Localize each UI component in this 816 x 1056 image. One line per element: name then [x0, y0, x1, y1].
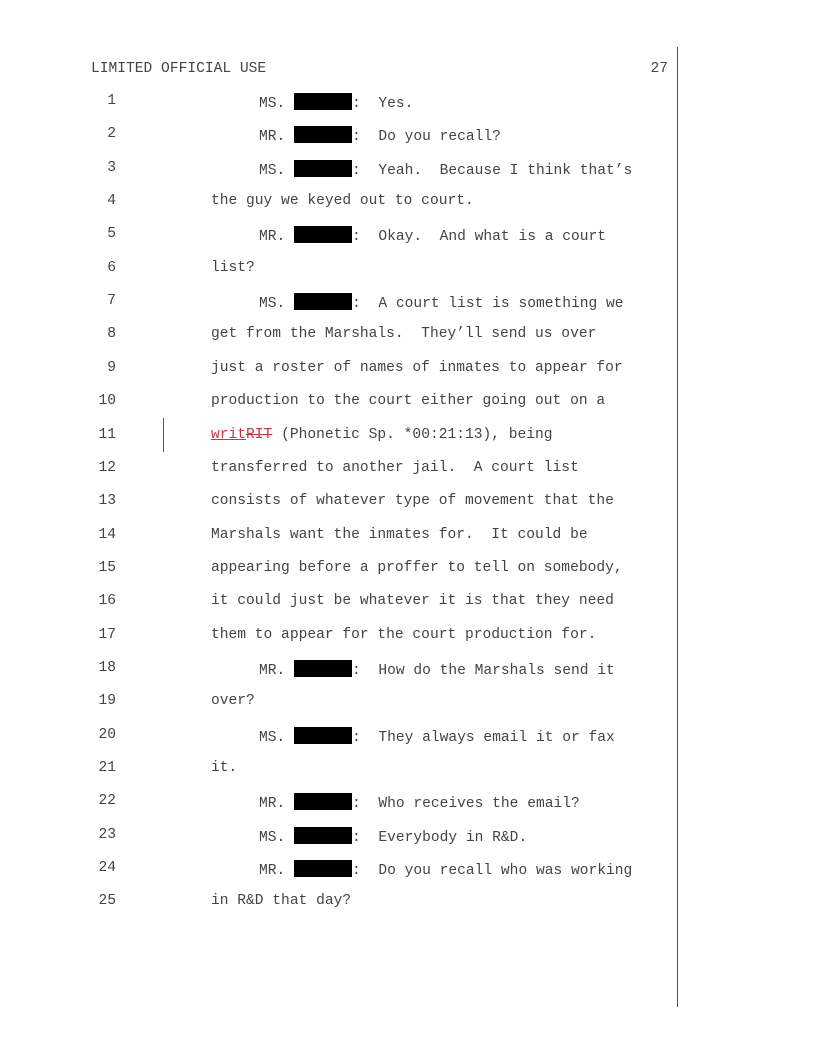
transcript-line [0, 660, 816, 682]
line-number: 15 [98, 559, 116, 576]
line-number: 24 [98, 860, 116, 877]
line-number: 11 [98, 426, 116, 443]
transcript-line [0, 360, 816, 382]
line-number: 3 [107, 159, 116, 176]
speech-text: : Okay. And what is a court [352, 229, 607, 246]
speech-text: : Do you recall who was working [352, 863, 633, 880]
speech-text: : Yes. [352, 96, 414, 112]
speaker-prefix: MR. [259, 863, 286, 880]
line-number: 13 [98, 493, 116, 510]
line-number: 12 [98, 459, 116, 476]
speaker-prefix: MR. [259, 129, 286, 146]
transcript-line [0, 326, 816, 348]
transcript-line [0, 627, 816, 649]
transcript-line [0, 193, 816, 215]
speaker-line [259, 293, 624, 312]
line-number: 4 [107, 193, 116, 210]
speaker-prefix: MS. [259, 729, 286, 746]
line-number: 17 [98, 626, 116, 643]
transcript-line [0, 493, 816, 515]
line-number: 23 [98, 826, 116, 843]
speaker-prefix: MS. [259, 96, 286, 112]
line-number: 8 [107, 326, 116, 343]
redacted-name [294, 660, 352, 677]
speaker-line [259, 226, 606, 245]
transcript-line [0, 593, 816, 615]
line-text: transferred to another jail. A court list [211, 459, 579, 476]
transcript-line [0, 293, 816, 315]
speaker-prefix: MR. [259, 229, 286, 246]
transcript-line [0, 393, 816, 415]
transcript-line [0, 760, 816, 782]
redacted-name [294, 160, 352, 177]
line-text: list? [211, 259, 255, 276]
transcript-line [0, 860, 816, 882]
line-number: 21 [98, 760, 116, 776]
line-text: in R&D that day? [211, 893, 352, 910]
transcript-line [0, 126, 816, 148]
line-number: 22 [98, 793, 116, 810]
redacted-name [294, 226, 352, 243]
speaker-line [259, 93, 413, 112]
speaker-line [259, 727, 615, 746]
line-number: 20 [98, 726, 116, 743]
speaker-prefix: MS. [259, 296, 286, 313]
line-number: 7 [107, 293, 116, 310]
line-text: it could just be whatever it is that they need [211, 593, 614, 610]
line-text: appearing before a proffer to tell on somebody, [211, 559, 623, 576]
speaker-prefix: MS. [259, 829, 286, 846]
speaker-line [259, 860, 632, 879]
speaker-line [259, 126, 501, 145]
speech-text: : Who receives the email? [352, 796, 580, 813]
line-number: 9 [107, 359, 116, 376]
transcript-line [0, 226, 816, 248]
line-number: 6 [107, 259, 116, 276]
speech-text: : Do you recall? [352, 129, 501, 146]
speech-text: : Everybody in R&D. [352, 829, 528, 846]
classification-header: LIMITED OFFICIAL USE [91, 61, 267, 77]
transcript-line [0, 260, 816, 282]
revision-change-bar [163, 418, 164, 452]
transcript-line [0, 727, 816, 749]
line-number: 18 [98, 659, 116, 676]
redacted-name [294, 126, 352, 143]
transcript-line [0, 793, 816, 815]
transcript-line [0, 160, 816, 182]
speaker-prefix: MR. [259, 662, 286, 679]
speaker-line [259, 827, 527, 846]
speaker-line [259, 160, 632, 179]
line-number: 1 [107, 93, 116, 109]
transcript-line [0, 693, 816, 715]
line-text: them to appear for the court production for. [211, 626, 597, 643]
line-text: the guy we keyed out to court. [211, 193, 474, 210]
speech-text: : Yeah. Because I think that’s [352, 162, 633, 179]
line-text: get from the Marshals. They’ll send us over [211, 326, 597, 343]
transcript-line [0, 827, 816, 849]
speaker-prefix: MR. [259, 796, 286, 813]
edited-line [211, 427, 553, 443]
redacted-name [294, 293, 352, 310]
redacted-name [294, 93, 352, 110]
speech-text: : How do the Marshals send it [352, 662, 615, 679]
transcript-line [0, 460, 816, 482]
transcript-line [0, 527, 816, 549]
redacted-name [294, 793, 352, 810]
speaker-line [259, 660, 615, 679]
line-text: consists of whatever type of movement that the [211, 493, 614, 510]
redacted-name [294, 860, 352, 877]
speech-text: : A court list is something we [352, 296, 624, 313]
speaker-prefix: MS. [259, 162, 286, 179]
line-number: 25 [98, 893, 116, 910]
line-text: Marshals want the inmates for. It could be [211, 526, 588, 543]
line-number: 5 [107, 226, 116, 243]
speaker-line [259, 793, 580, 812]
page-number: 27 [650, 61, 668, 77]
line-number: 19 [98, 693, 116, 710]
line-number: 10 [98, 393, 116, 410]
line-text: (Phonetic Sp. *00:21:13), being [272, 426, 553, 443]
transcript-line [0, 560, 816, 582]
line-number: 16 [98, 593, 116, 610]
line-text: over? [211, 693, 255, 710]
transcript-line [0, 93, 816, 115]
inserted-text: writ [211, 426, 247, 443]
line-number: 2 [107, 126, 116, 143]
line-text: just a roster of names of inmates to appear for [211, 359, 623, 376]
line-number: 14 [98, 526, 116, 543]
redacted-name [294, 727, 352, 744]
transcript-line [0, 893, 816, 915]
redacted-name [294, 827, 352, 844]
speech-text: : They always email it or fax [352, 729, 615, 746]
transcript-line [0, 427, 816, 449]
line-text: it. [211, 760, 238, 776]
deleted-text: RIT [246, 426, 273, 443]
line-text: production to the court either going out on a [211, 393, 606, 410]
